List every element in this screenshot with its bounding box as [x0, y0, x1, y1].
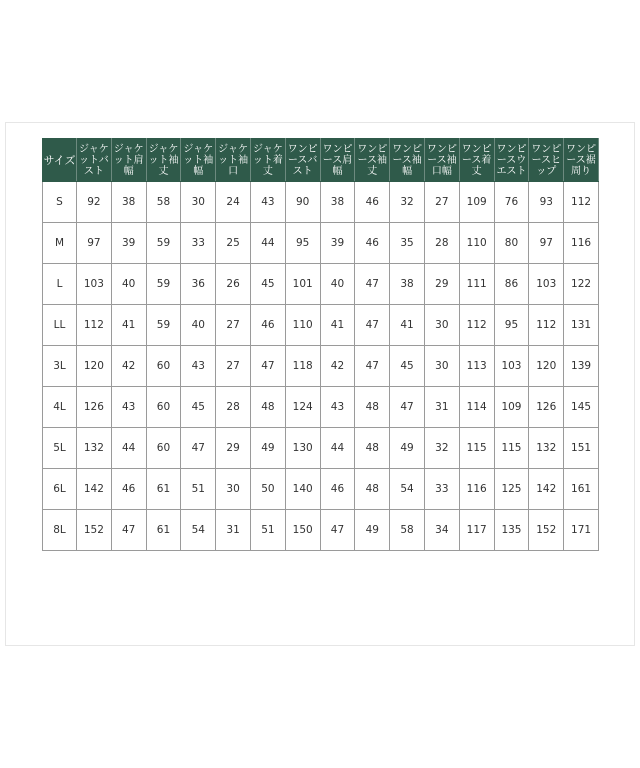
measurement-cell: 116 — [459, 469, 494, 510]
measurement-cell: 59 — [146, 223, 181, 264]
measurement-cell: 135 — [494, 510, 529, 551]
header-cell: ジャケット袖丈 — [146, 139, 181, 182]
measurement-cell: 60 — [146, 346, 181, 387]
header-row — [43, 139, 599, 182]
measurement-cell: 90 — [285, 182, 320, 223]
measurement-cell: 47 — [355, 305, 390, 346]
measurement-cell: 28 — [216, 387, 251, 428]
measurement-cell: 61 — [146, 510, 181, 551]
header-cell: ジャケット肩幅 — [111, 139, 146, 182]
measurement-cell: 116 — [564, 223, 599, 264]
measurement-cell: 30 — [424, 346, 459, 387]
measurement-cell: 112 — [564, 182, 599, 223]
measurement-cell: 43 — [320, 387, 355, 428]
measurement-cell: 46 — [250, 305, 285, 346]
measurement-cell: 51 — [250, 510, 285, 551]
size-label-cell: M — [43, 223, 77, 264]
measurement-cell: 122 — [564, 264, 599, 305]
measurement-cell: 48 — [355, 428, 390, 469]
measurement-cell: 54 — [390, 469, 425, 510]
measurement-cell: 44 — [250, 223, 285, 264]
measurement-cell: 132 — [529, 428, 564, 469]
measurement-cell: 113 — [459, 346, 494, 387]
table-row — [43, 510, 599, 551]
measurement-cell: 29 — [424, 264, 459, 305]
size-label-cell: 5L — [43, 428, 77, 469]
measurement-cell: 47 — [250, 346, 285, 387]
measurement-cell: 44 — [320, 428, 355, 469]
measurement-cell: 25 — [216, 223, 251, 264]
header-cell: ワンピース袖丈 — [355, 139, 390, 182]
size-label-cell: S — [43, 182, 77, 223]
measurement-cell: 150 — [285, 510, 320, 551]
measurement-cell: 45 — [390, 346, 425, 387]
table-body — [43, 182, 599, 551]
measurement-cell: 46 — [111, 469, 146, 510]
measurement-cell: 59 — [146, 305, 181, 346]
header-cell: ワンピース裾周り — [564, 139, 599, 182]
measurement-cell: 142 — [529, 469, 564, 510]
header-size: サイズ — [43, 139, 77, 182]
size-chart-table — [42, 138, 599, 551]
measurement-cell: 45 — [181, 387, 216, 428]
measurement-cell: 44 — [111, 428, 146, 469]
measurement-cell: 42 — [320, 346, 355, 387]
measurement-cell: 26 — [216, 264, 251, 305]
measurement-cell: 130 — [285, 428, 320, 469]
measurement-cell: 86 — [494, 264, 529, 305]
header-cell: ワンピース肩幅 — [320, 139, 355, 182]
measurement-cell: 27 — [424, 182, 459, 223]
header-cell: ジャケット袖口 — [216, 139, 251, 182]
measurement-cell: 50 — [250, 469, 285, 510]
header-cell: ワンピース袖口幅 — [424, 139, 459, 182]
table-row — [43, 428, 599, 469]
measurement-cell: 30 — [424, 305, 459, 346]
measurement-cell: 41 — [390, 305, 425, 346]
measurement-cell: 47 — [390, 387, 425, 428]
measurement-cell: 24 — [216, 182, 251, 223]
measurement-cell: 43 — [181, 346, 216, 387]
measurement-cell: 58 — [390, 510, 425, 551]
table-row — [43, 182, 599, 223]
measurement-cell: 109 — [494, 387, 529, 428]
table-row — [43, 264, 599, 305]
table-row — [43, 223, 599, 264]
measurement-cell: 54 — [181, 510, 216, 551]
measurement-cell: 61 — [146, 469, 181, 510]
measurement-cell: 43 — [250, 182, 285, 223]
measurement-cell: 47 — [355, 264, 390, 305]
size-label-cell: 6L — [43, 469, 77, 510]
header-cell: ワンピースヒップ — [529, 139, 564, 182]
measurement-cell: 103 — [494, 346, 529, 387]
measurement-cell: 34 — [424, 510, 459, 551]
measurement-cell: 30 — [216, 469, 251, 510]
measurement-cell: 46 — [355, 182, 390, 223]
measurement-cell: 103 — [77, 264, 112, 305]
measurement-cell: 115 — [459, 428, 494, 469]
measurement-cell: 118 — [285, 346, 320, 387]
size-label-cell: LL — [43, 305, 77, 346]
measurement-cell: 152 — [529, 510, 564, 551]
measurement-cell: 97 — [77, 223, 112, 264]
measurement-cell: 51 — [181, 469, 216, 510]
measurement-cell: 95 — [494, 305, 529, 346]
measurement-cell: 161 — [564, 469, 599, 510]
measurement-cell: 120 — [529, 346, 564, 387]
measurement-cell: 48 — [355, 387, 390, 428]
measurement-cell: 101 — [285, 264, 320, 305]
measurement-cell: 152 — [77, 510, 112, 551]
measurement-cell: 33 — [181, 223, 216, 264]
size-label-cell: 4L — [43, 387, 77, 428]
size-label-cell: L — [43, 264, 77, 305]
measurement-cell: 112 — [77, 305, 112, 346]
header-cell: ジャケット着丈 — [250, 139, 285, 182]
measurement-cell: 48 — [355, 469, 390, 510]
measurement-cell: 142 — [77, 469, 112, 510]
header-cell: ワンピース袖幅 — [390, 139, 425, 182]
measurement-cell: 60 — [146, 387, 181, 428]
measurement-cell: 42 — [111, 346, 146, 387]
header-cell: ジャケット袖幅 — [181, 139, 216, 182]
measurement-cell: 40 — [181, 305, 216, 346]
measurement-cell: 58 — [146, 182, 181, 223]
measurement-cell: 145 — [564, 387, 599, 428]
measurement-cell: 60 — [146, 428, 181, 469]
header-cell: ワンピース着丈 — [459, 139, 494, 182]
measurement-cell: 112 — [459, 305, 494, 346]
measurement-cell: 49 — [250, 428, 285, 469]
measurement-cell: 38 — [390, 264, 425, 305]
measurement-cell: 39 — [111, 223, 146, 264]
measurement-cell: 49 — [390, 428, 425, 469]
measurement-cell: 38 — [111, 182, 146, 223]
measurement-cell: 40 — [320, 264, 355, 305]
header-cell: ワンピースバスト — [285, 139, 320, 182]
measurement-cell: 41 — [111, 305, 146, 346]
measurement-cell: 125 — [494, 469, 529, 510]
measurement-cell: 126 — [529, 387, 564, 428]
measurement-cell: 47 — [320, 510, 355, 551]
measurement-cell: 132 — [77, 428, 112, 469]
measurement-cell: 114 — [459, 387, 494, 428]
table-row — [43, 387, 599, 428]
measurement-cell: 27 — [216, 305, 251, 346]
measurement-cell: 131 — [564, 305, 599, 346]
measurement-cell: 124 — [285, 387, 320, 428]
measurement-cell: 171 — [564, 510, 599, 551]
measurement-cell: 29 — [216, 428, 251, 469]
measurement-cell: 117 — [459, 510, 494, 551]
measurement-cell: 120 — [77, 346, 112, 387]
measurement-cell: 76 — [494, 182, 529, 223]
measurement-cell: 140 — [285, 469, 320, 510]
measurement-cell: 111 — [459, 264, 494, 305]
measurement-cell: 47 — [355, 346, 390, 387]
measurement-cell: 110 — [459, 223, 494, 264]
measurement-cell: 93 — [529, 182, 564, 223]
measurement-cell: 97 — [529, 223, 564, 264]
measurement-cell: 80 — [494, 223, 529, 264]
measurement-cell: 59 — [146, 264, 181, 305]
table-header — [43, 139, 599, 182]
measurement-cell: 46 — [355, 223, 390, 264]
measurement-cell: 45 — [250, 264, 285, 305]
measurement-cell: 46 — [320, 469, 355, 510]
measurement-cell: 43 — [111, 387, 146, 428]
measurement-cell: 41 — [320, 305, 355, 346]
measurement-cell: 31 — [216, 510, 251, 551]
measurement-cell: 40 — [111, 264, 146, 305]
measurement-cell: 32 — [390, 182, 425, 223]
measurement-cell: 38 — [320, 182, 355, 223]
measurement-cell: 112 — [529, 305, 564, 346]
measurement-cell: 28 — [424, 223, 459, 264]
measurement-cell: 33 — [424, 469, 459, 510]
table-row — [43, 469, 599, 510]
measurement-cell: 103 — [529, 264, 564, 305]
measurement-cell: 27 — [216, 346, 251, 387]
measurement-cell: 36 — [181, 264, 216, 305]
measurement-cell: 47 — [111, 510, 146, 551]
measurement-cell: 92 — [77, 182, 112, 223]
measurement-cell: 109 — [459, 182, 494, 223]
measurement-cell: 39 — [320, 223, 355, 264]
measurement-cell: 126 — [77, 387, 112, 428]
measurement-cell: 95 — [285, 223, 320, 264]
measurement-cell: 35 — [390, 223, 425, 264]
measurement-cell: 31 — [424, 387, 459, 428]
header-cell: ジャケットバスト — [77, 139, 112, 182]
size-label-cell: 8L — [43, 510, 77, 551]
measurement-cell: 151 — [564, 428, 599, 469]
table-row — [43, 346, 599, 387]
header-cell: ワンピースウエスト — [494, 139, 529, 182]
measurement-cell: 32 — [424, 428, 459, 469]
measurement-cell: 48 — [250, 387, 285, 428]
measurement-cell: 30 — [181, 182, 216, 223]
measurement-cell: 139 — [564, 346, 599, 387]
measurement-cell: 47 — [181, 428, 216, 469]
measurement-cell: 115 — [494, 428, 529, 469]
size-label-cell: 3L — [43, 346, 77, 387]
table-row — [43, 305, 599, 346]
measurement-cell: 110 — [285, 305, 320, 346]
measurement-cell: 49 — [355, 510, 390, 551]
